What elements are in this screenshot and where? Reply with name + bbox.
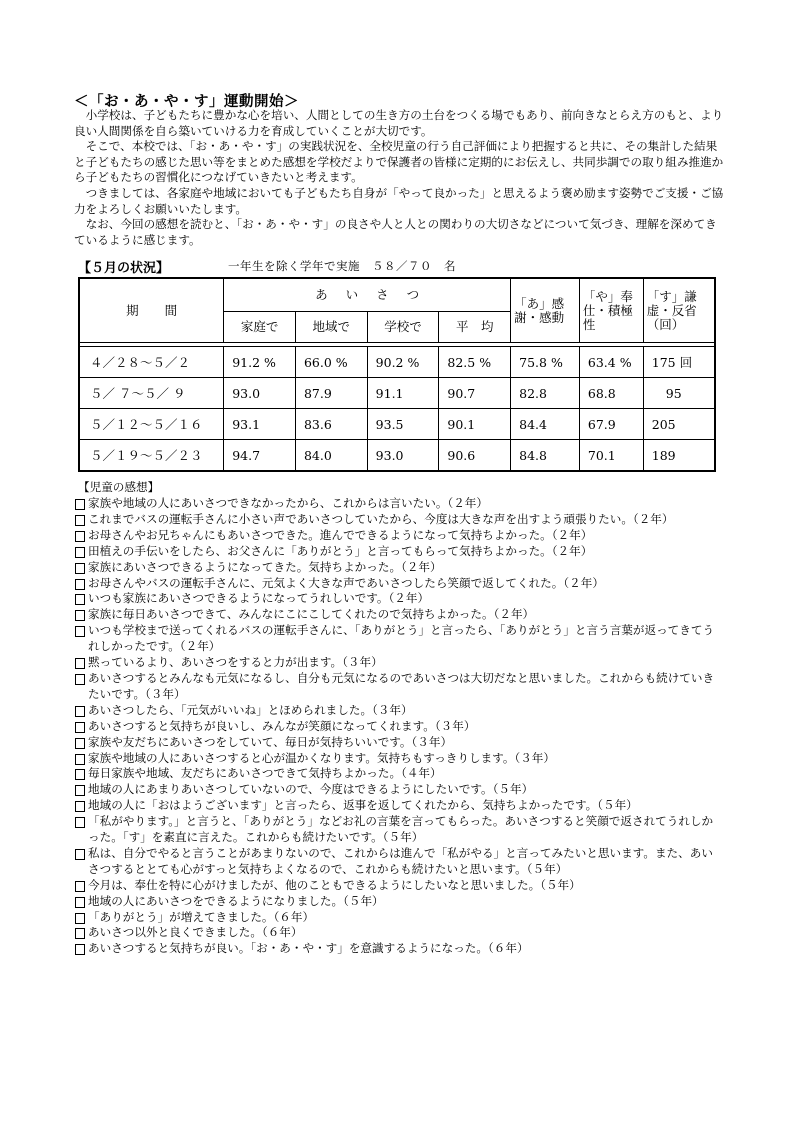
checkbox-icon: [75, 594, 85, 605]
list-item: [74, 814, 724, 846]
su-cell: 189: [643, 440, 715, 472]
school-header: 学校で: [367, 312, 439, 343]
period-cell: ４／２８〜５／２: [79, 347, 224, 378]
checkbox-icon: [75, 722, 85, 733]
feedback-text: 私は、自分でやると言うことがあまりないので、これからは進んで「私がやる」と言ってみたいと思います。また、あいさつするととても心がすっと気持ちよくなるので、これからも続けたいと思います。（５年）: [88, 845, 713, 876]
ya-header: 「や」奉仕・積極性: [579, 278, 643, 343]
community-cell: 66.0 %: [295, 347, 367, 378]
checkbox-icon: [75, 706, 85, 717]
checkbox-icon: [75, 547, 85, 558]
su-header: 「す」謙虚・反省（回）: [643, 278, 715, 343]
intro-paragraph: 小学校は、子どもたちに豊かな心を培い、人間としての生き方の土台をつくる場でもあり、前向きなとらえ方のもと、より良い人間関係を自ら築いていける力を育成していくことが大切です。: [74, 108, 724, 138]
list-item: [74, 925, 724, 941]
list-item: [74, 798, 724, 814]
feedback-text: 家族や地域の人にあいさつすると心が温かくなります。気持ちもすっきりします。（３年）: [88, 750, 555, 765]
feedback-text: いつも学校まで送ってくれるバスの運転手さんに、「ありがとう」と言ったら、「ありがとう」と言う言葉が返ってきてうれしかったです。（２年）: [88, 623, 715, 654]
checkbox-icon: [75, 754, 85, 765]
table-row: [79, 409, 715, 440]
su-cell: 175 回: [643, 347, 715, 378]
checkbox-icon: [75, 658, 85, 669]
list-item: [74, 941, 724, 957]
feedback-text: 家族や地域の人にあいさつできなかったから、これからは言いたい。（２年）: [88, 496, 488, 510]
period-cell: ５／１９〜５／２３: [79, 440, 224, 472]
feedback-text: あいさつするとみんなも元気になるし、自分も元気になるのであいさつは大切だなと思いました。これからも続けていきたいです。（３年）: [88, 670, 715, 701]
community-cell: 87.9: [295, 378, 367, 409]
su-cell: 95: [643, 378, 715, 409]
list-item: [74, 766, 724, 782]
list-item: [74, 623, 724, 655]
home-header: 家庭で: [224, 312, 296, 343]
home-cell: 93.0: [224, 378, 296, 409]
feedback-list: [74, 496, 724, 957]
checkbox-icon: [75, 579, 85, 590]
checkbox-icon: [75, 913, 85, 924]
feedback-text: 「私がやります。」と言うと、「ありがとう」などお礼の言葉を言ってもらった。あいさつすると笑顔で返されてうれしかった。「す」を素直に言えた。これからも続けたいです。（５年）: [88, 814, 714, 845]
ya-cell: 63.4 %: [579, 347, 643, 378]
checkbox-icon: [75, 499, 85, 510]
feedback-text: あいさつ以外と良くできました。（６年）: [88, 925, 303, 940]
list-item: [74, 655, 724, 671]
a-cell: 84.8: [511, 440, 580, 472]
feedback-text: あいさつすると気持ちが良い。「お・あ・や・す」を意識するようになった。（６年）: [88, 941, 529, 956]
feedback-text: お母さんやお兄ちゃんにもあいさつできた。進んでできるようになって気持ちよかった。（２年）: [88, 527, 593, 542]
feedback-text: お母さんやバスの運転手さんに、元気よく大きな声であいさつしたら笑顔で返してくれた。（２年）: [88, 575, 604, 590]
list-item: [74, 607, 724, 623]
feedback-text: 黙っているより、あいさつをすると力が出ます。（３年）: [88, 655, 383, 670]
period-cell: ５／１２〜５／１６: [79, 409, 224, 440]
checkbox-icon: [75, 785, 85, 796]
table-row: [79, 347, 715, 378]
feedback-text: 「ありがとう」が増えてきました。（６年）: [88, 909, 315, 924]
checkbox-icon: [75, 897, 85, 908]
list-item: [74, 703, 724, 719]
list-item: [74, 910, 724, 926]
list-item: [74, 878, 724, 894]
a-header: 「あ」感謝・感動: [511, 278, 580, 343]
feedback-text: 家族にあいさつできるようになってきた。気持ちよかった。（２年）: [88, 559, 442, 574]
results-table: [78, 277, 716, 472]
home-cell: 94.7: [224, 440, 296, 472]
feedback-text: あいさつすると気持ちが良いし、みんなが笑顔になってくれます。（３年）: [88, 718, 476, 733]
feedback-text: 家族に毎日あいさつできて、みんなにこにこしてくれたので気持ちよかった。（２年）: [88, 607, 535, 622]
list-item: [74, 846, 724, 878]
school-cell: 91.1: [367, 378, 439, 409]
checkbox-icon: [75, 817, 85, 828]
intro-paragraph: そこで、本校では、「お・あ・や・す」の実践状況を、全校児童の行う自己評価により把握すると共に、その集計した結果と子どもたちの感じた思い等をまとめた感想を学校だよりで保護者の皆様に定期的にお伝えし、共同歩調での取り組み推進から子どもたちの習慣化につなげていきたいと考えます。: [74, 139, 724, 185]
checkbox-icon: [75, 674, 85, 685]
checkbox-icon: [75, 849, 85, 860]
feedback-text: 地域の人にあまりあいさつしていないので、今度はできるようにしたいです。（５年）: [88, 782, 534, 797]
ya-cell: 70.1: [579, 440, 643, 472]
list-item: [74, 512, 724, 528]
average-cell: 90.6: [439, 440, 511, 472]
list-item: [74, 671, 724, 703]
school-cell: 93.5: [367, 409, 439, 440]
list-item: [74, 894, 724, 910]
average-cell: 82.5 %: [439, 347, 511, 378]
su-cell: 205: [643, 409, 715, 440]
list-item: [74, 751, 724, 767]
list-item: [74, 719, 724, 735]
checkbox-icon: [75, 531, 85, 542]
ya-cell: 68.8: [579, 378, 643, 409]
period-cell: ５／ ７〜５／ ９: [79, 378, 224, 409]
period-header: 期間: [79, 278, 224, 343]
home-cell: 91.2 %: [224, 347, 296, 378]
a-cell: 75.8 %: [511, 347, 580, 378]
average-cell: 90.1: [439, 409, 511, 440]
table-row: [79, 378, 715, 409]
average-cell: 90.7: [439, 378, 511, 409]
feedback-text: 今月は、奉仕を特に心がけましたが、他のこともできるようにしたいなと思いました。（５年）: [88, 877, 581, 892]
checkbox-icon: [75, 801, 85, 812]
greeting-header: あいさつ: [224, 278, 511, 312]
average-header: 平 均: [439, 312, 511, 343]
list-item: [74, 782, 724, 798]
table-row: [79, 440, 715, 472]
checkbox-icon: [75, 944, 85, 955]
feedback-title: 【児童の感想】: [78, 480, 160, 494]
checkbox-icon: [75, 928, 85, 939]
intro-paragraph: なお、今回の感想を読むと、「お・あ・や・す」の良さや人と人との関わりの大切さなどについて気づき、理解を深めてきているように感じます。: [74, 217, 717, 247]
feedback-text: 地域の人に「おはようございます」と言ったら、返事を返してくれたから、気持ちよかったです。（５年）: [88, 798, 638, 813]
list-item: [74, 544, 724, 560]
checkbox-icon: [75, 738, 85, 749]
community-cell: 83.6: [295, 409, 367, 440]
checkbox-icon: [75, 626, 85, 637]
checkbox-icon: [75, 881, 85, 892]
feedback-text: 田植えの手伝いをしたら、お父さんに「ありがとう」と言ってもらって気持ちよかった。（２年）: [88, 543, 593, 558]
intro-text: [74, 108, 724, 248]
status-title: 【５月の状況】: [78, 261, 170, 276]
feedback-text: あいさつしたら、「元気がいいね」とほめられました。（３年）: [88, 702, 413, 717]
school-cell: 93.0: [367, 440, 439, 472]
feedback-text: 毎日家族や地域、友だちにあいさつできて気持ちよかった。（４年）: [88, 766, 442, 781]
a-cell: 84.4: [511, 409, 580, 440]
intro-paragraph: つきましては、各家庭や地域においても子どもたち自身が「やって良かった」と思えるよう褒め励ます姿勢でご支援・ご協力をよろしくお願いいたします。: [74, 185, 724, 216]
checkbox-icon: [75, 515, 85, 526]
list-item: [74, 591, 724, 607]
list-item: [74, 560, 724, 576]
community-header: 地域で: [295, 312, 367, 343]
section-heading: ＜「お・あ・や・す」運動開始＞: [74, 94, 299, 110]
ya-cell: 67.9: [579, 409, 643, 440]
feedback-text: いつも家族にあいさつできるようになってうれしいです。（２年）: [88, 591, 430, 606]
list-item: [74, 576, 724, 592]
home-cell: 93.1: [224, 409, 296, 440]
checkbox-icon: [75, 563, 85, 574]
list-item: [74, 496, 724, 512]
community-cell: 84.0: [295, 440, 367, 472]
list-item: [74, 528, 724, 544]
checkbox-icon: [75, 610, 85, 621]
feedback-text: 家族や友だちにあいさつをしていて、毎日が気持ちいいです。（３年）: [88, 734, 453, 749]
a-cell: 82.8: [511, 378, 580, 409]
list-item: [74, 735, 724, 751]
checkbox-icon: [75, 769, 85, 780]
school-cell: 90.2 %: [367, 347, 439, 378]
status-note: 一年生を除く学年で実施 ５８／７０ 名: [228, 259, 456, 273]
feedback-text: 地域の人にあいさつをできるようになりました。（５年）: [88, 893, 384, 908]
feedback-text: これまでバスの運転手さんに小さい声であいさつしていたから、今度は大きな声を出すよう頑張りたい。（２年）: [88, 511, 674, 526]
